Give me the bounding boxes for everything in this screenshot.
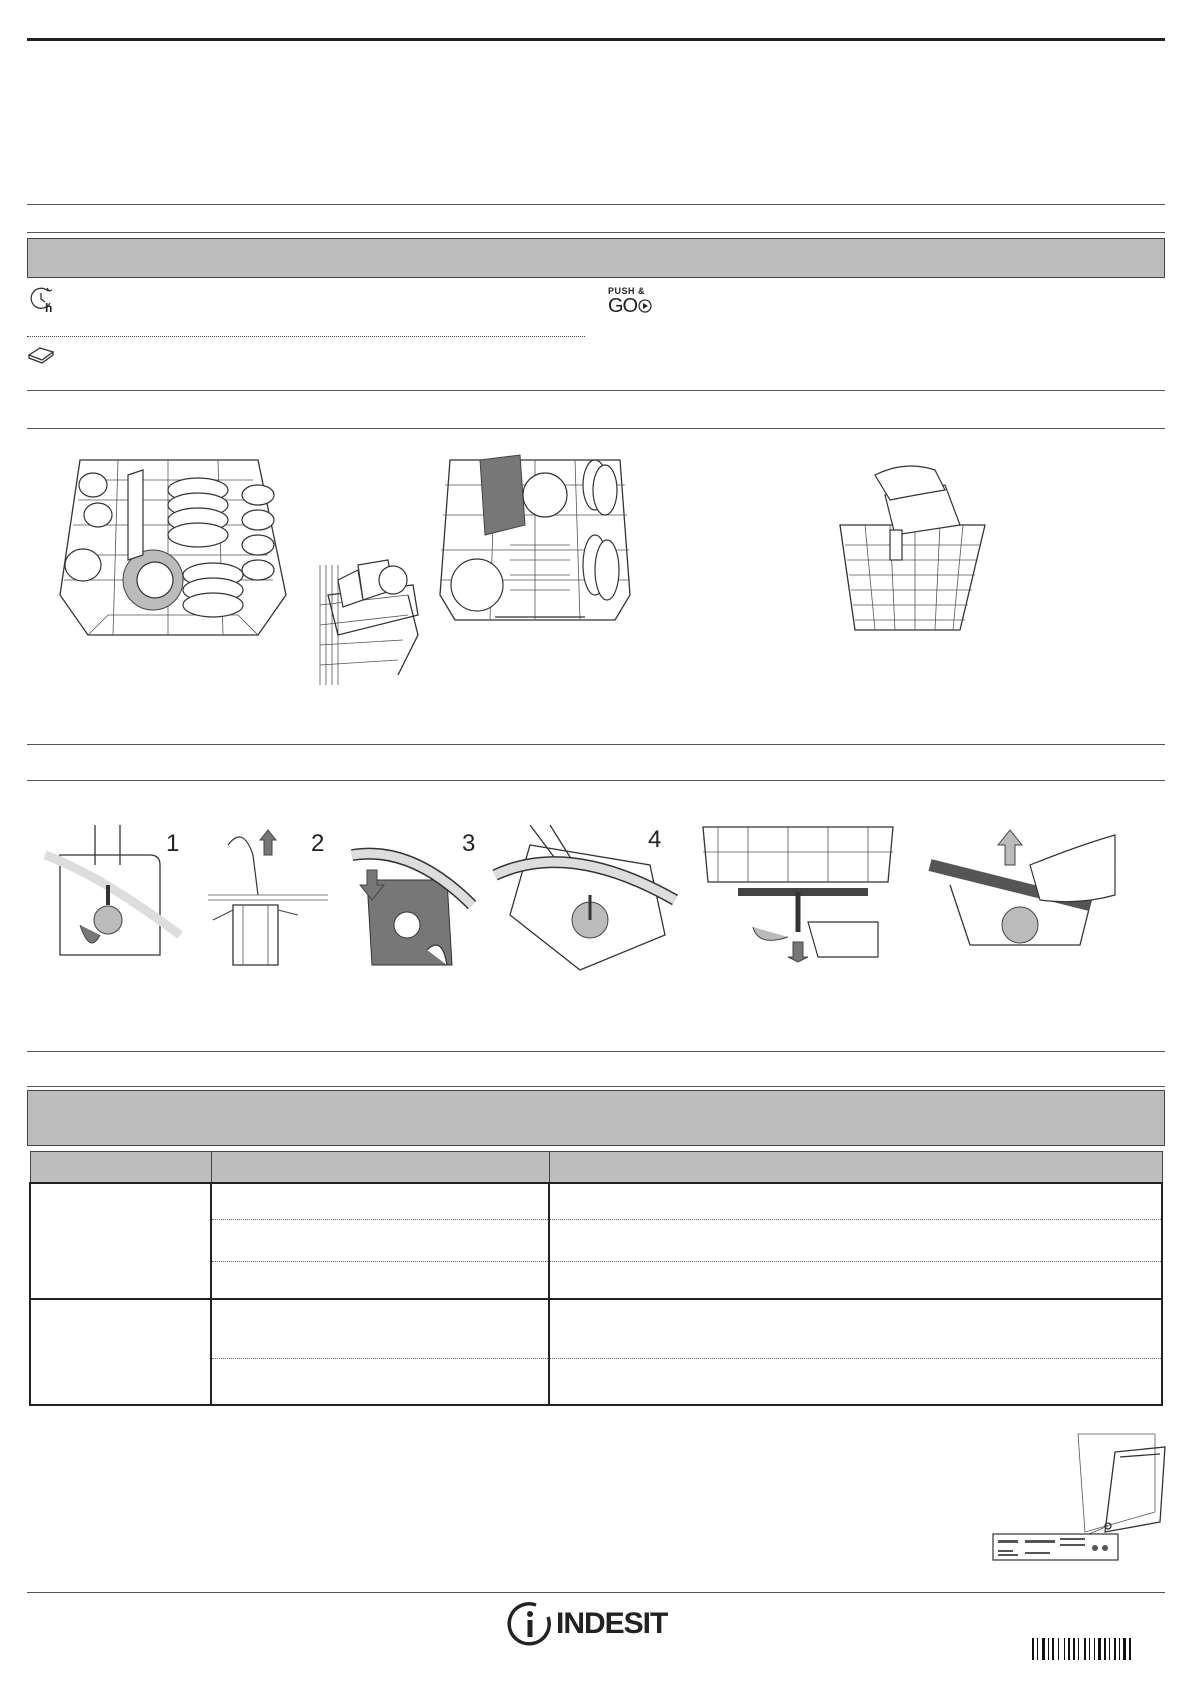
cup-shelf-illustration: [318, 545, 428, 685]
section-rule: [27, 204, 1165, 205]
table-row-group: [30, 1183, 1162, 1299]
barcode-bar: [1048, 1638, 1049, 1660]
barcode-bar: [1058, 1638, 1059, 1660]
upper-basket-illustration: [435, 455, 635, 625]
barcode-bar: [1052, 1638, 1054, 1660]
push-and-go-icon: [608, 286, 650, 316]
clock-delay-icon: [28, 285, 58, 313]
barcode: [1030, 1635, 1160, 1663]
barcode-bar: [1032, 1638, 1034, 1660]
table-header-row: [30, 1152, 1162, 1184]
barcode-bar: [1129, 1638, 1131, 1660]
svg-text:h: h: [45, 301, 53, 315]
section-rule: [27, 1051, 1165, 1052]
barcode-bar: [1104, 1638, 1106, 1660]
top-rule: [27, 38, 1165, 41]
tablet-icon: [26, 345, 56, 365]
barcode-bar: [1068, 1638, 1070, 1660]
barcode-bar: [1114, 1638, 1116, 1660]
footer-rule: [27, 1592, 1165, 1593]
section-rule: [27, 428, 1165, 429]
section-rule: [27, 744, 1165, 745]
troubleshooting-header-band: [27, 1090, 1165, 1146]
cause-cell: [211, 1183, 549, 1299]
step-3-number: 3: [462, 830, 476, 857]
section-rule: [27, 1086, 1165, 1087]
brand-name: INDESIT: [556, 1607, 668, 1640]
column-header-solution: [549, 1152, 1162, 1184]
cause-cell: [211, 1299, 549, 1405]
brand-logo: [506, 1600, 667, 1648]
barcode-bar: [1064, 1638, 1065, 1660]
barcode-bar: [1109, 1638, 1110, 1660]
problem-cell: [30, 1183, 211, 1299]
upper-spray-arm-removal-illustration: [698, 822, 898, 962]
solution-cell: [549, 1183, 1162, 1299]
step-1-number: 1: [166, 830, 180, 857]
barcode-bar: [1078, 1638, 1079, 1660]
barcode-bar: [1094, 1638, 1095, 1660]
barcode-bar: [1123, 1638, 1126, 1660]
push-and-go-top: PUSH &: [608, 286, 646, 296]
lower-basket-illustration: [58, 455, 288, 645]
cutlery-basket-illustration: [835, 455, 995, 635]
step-2-number: 2: [311, 830, 325, 857]
barcode-bar: [1042, 1638, 1045, 1660]
play-icon: [638, 299, 652, 313]
indesit-logo-icon: [506, 1600, 554, 1648]
column-header-cause: [211, 1152, 549, 1184]
barcode-bar: [1089, 1638, 1090, 1660]
step-4-number: 4: [648, 826, 662, 853]
section-rule: [27, 232, 1165, 233]
barcode-bar: [1037, 1638, 1038, 1660]
problem-cell: [30, 1299, 211, 1405]
column-header-problem: [30, 1152, 211, 1184]
section-rule: [27, 780, 1165, 781]
step-2-illustration: [208, 825, 328, 965]
barcode-bar: [1098, 1638, 1101, 1660]
table-row-group: [30, 1299, 1162, 1405]
push-and-go-bottom: GO: [608, 295, 638, 317]
dotted-separator: [27, 336, 585, 337]
section-header-band: [27, 238, 1165, 278]
barcode-bar: [1073, 1638, 1075, 1660]
solution-cell: [549, 1299, 1162, 1405]
rating-plate-illustration: [990, 1432, 1170, 1562]
troubleshooting-table: [29, 1151, 1163, 1406]
section-rule: [27, 390, 1165, 391]
barcode-bar: [1084, 1638, 1086, 1660]
lower-spray-arm-removal-illustration: [930, 825, 1120, 955]
barcode-bar: [1119, 1638, 1120, 1660]
